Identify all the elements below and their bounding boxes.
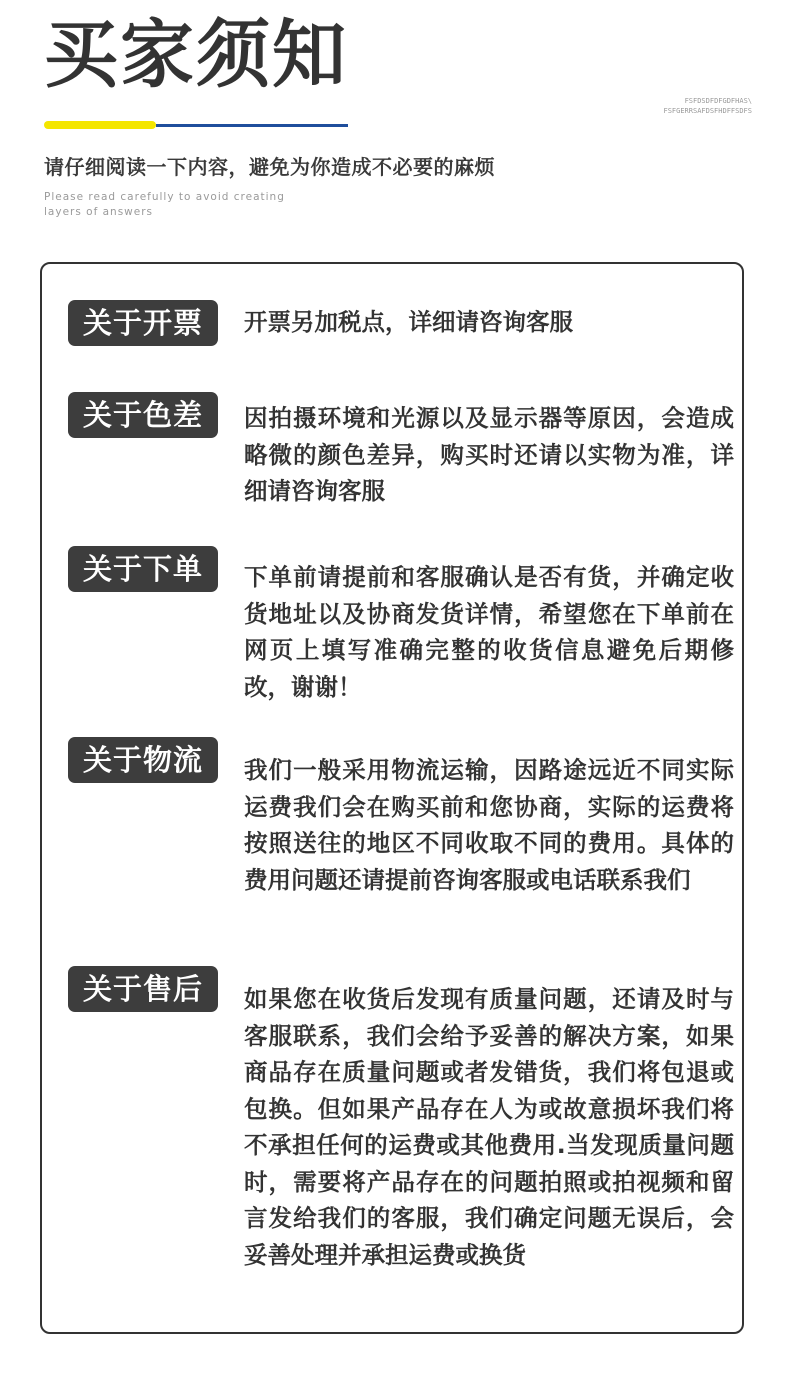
title-underline-blue [156,124,348,127]
section-logistics-text: 我们一般采用物流运输，因路途远近不同实际运费我们会在购买前和您协商，实际的运费将按照送往的地区不同收取不同的费用。具体的费用问题还请提前咨询客服或电话联系我们 [244,756,734,894]
corner-code [663,96,752,116]
section-invoice-label: 关于开票 [68,300,218,346]
section-ordering-label: 关于下单 [68,546,218,592]
notice-panel [40,262,744,1334]
subtitle-english-line-1: Please read carefully to avoid creating [44,191,285,203]
page-title: 买家须知 [44,12,348,98]
section-after-sales-label: 关于售后 [68,966,218,1012]
subtitle-english [44,190,304,220]
corner-code-line-1: FSFDSDFDFGDFHAS\ [684,97,752,105]
section-color-difference-text: 因拍摄环境和光源以及显示器等原因，会造成略微的颜色差异，购买时还请以实物为准，详细请咨询客服 [244,404,734,505]
section-after-sales-text: 如果您在收货后发现有质量问题，还请及时与客服联系，我们会给予妥善的解决方案，如果商品存在质量问题或者发错货，我们将包退或包换。但如果产品存在人为或故意损坏我们将不承担任何的运费或其他费用.当发现质量问题时，需要将产品存在的问题拍照或拍视频和留言发给我们的客服，我们确定问题无误后，会妥善处理并承担运费或换货 [244,985,734,1269]
subtitle-english-line-2: layers of answers [44,206,154,218]
section-color-difference-label: 关于色差 [68,392,218,438]
section-ordering-text: 下单前请提前和客服确认是否有货，并确定收货地址以及协商发货详情，希望您在下单前在网页上填写准确完整的收货信息避免后期修改，谢谢！ [244,563,734,701]
corner-code-line-2: FSFGERRSAFDSFHDFFSDFS [663,107,752,115]
page-subtitle: 请仔细阅读一下内容，避免为你造成不必要的麻烦 [44,155,495,179]
section-invoice-text: 开票另加税点，详细请咨询客服 [244,308,573,336]
section-logistics-label: 关于物流 [68,737,218,783]
title-underline-yellow [44,121,156,129]
